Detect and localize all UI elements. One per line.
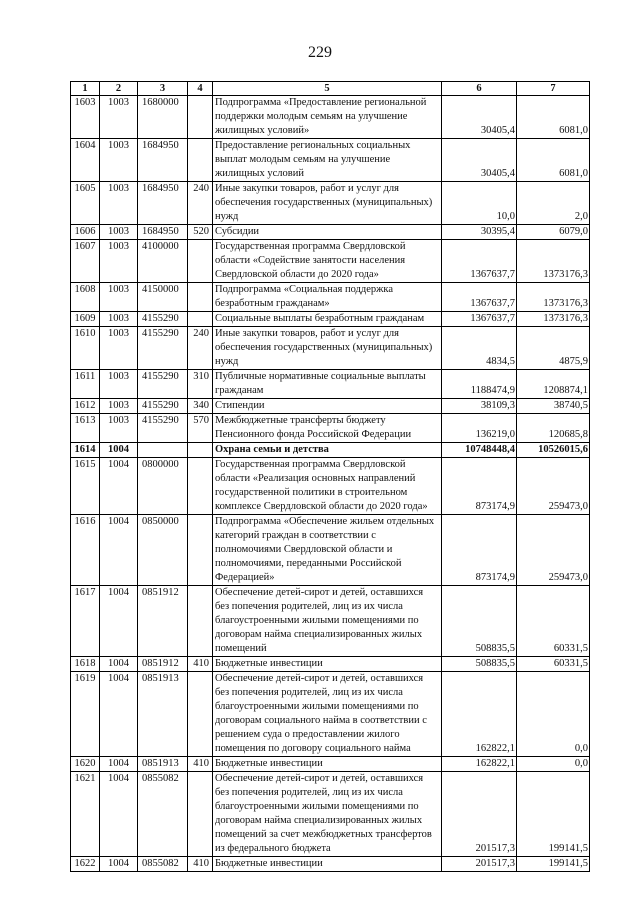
expense-type-code bbox=[188, 96, 213, 139]
amount-col-6: 162822,1 bbox=[442, 757, 517, 772]
row-name: Иные закупки товаров, работ и услуг для обеспечения государственных (муниципальных) нужд bbox=[213, 327, 442, 370]
target-article-code: 1684950 bbox=[138, 225, 188, 240]
row-name: Обеспечение детей-сирот и детей, оставшихся без попечения родителей, лиц из их числа благоустроенными жилыми помещениями по договорам найма специализированных жилых помещений за счет межбюджетных трансфертов из федерального бюджета bbox=[213, 772, 442, 857]
amount-col-6: 873174,9 bbox=[442, 515, 517, 586]
row-number: 1619 bbox=[71, 672, 100, 757]
target-article-code: 0851913 bbox=[138, 672, 188, 757]
amount-col-6: 4834,5 bbox=[442, 327, 517, 370]
table-row bbox=[71, 283, 590, 312]
amount-col-7: 60331,5 bbox=[517, 586, 590, 657]
row-number: 1620 bbox=[71, 757, 100, 772]
target-article-code: 0855082 bbox=[138, 857, 188, 872]
amount-col-6: 1367637,7 bbox=[442, 312, 517, 327]
row-number: 1606 bbox=[71, 225, 100, 240]
expense-type-code: 520 bbox=[188, 225, 213, 240]
target-article-code: 0851912 bbox=[138, 657, 188, 672]
row-name: Подпрограмма «Социальная поддержка безработным гражданам» bbox=[213, 283, 442, 312]
table-row bbox=[71, 757, 590, 772]
section-code: 1003 bbox=[100, 414, 138, 443]
table-row bbox=[71, 657, 590, 672]
row-name: Государственная программа Свердловской области «Содействие занятости населения Свердловской области до 2020 года» bbox=[213, 240, 442, 283]
expense-type-code: 410 bbox=[188, 657, 213, 672]
amount-col-7: 199141,5 bbox=[517, 857, 590, 872]
table-row bbox=[71, 225, 590, 240]
amount-col-6: 30395,4 bbox=[442, 225, 517, 240]
row-name: Подпрограмма «Обеспечение жильем отдельных категорий граждан в соответствии с полномочиями Свердловской области и полномочиями, переданными Российской Федерацией» bbox=[213, 515, 442, 586]
expense-type-code bbox=[188, 515, 213, 586]
row-number: 1604 bbox=[71, 139, 100, 182]
amount-col-6: 873174,9 bbox=[442, 458, 517, 515]
amount-col-7: 1373176,3 bbox=[517, 283, 590, 312]
target-article-code: 1680000 bbox=[138, 96, 188, 139]
header-col-4: 4 bbox=[188, 82, 213, 96]
amount-col-7: 6079,0 bbox=[517, 225, 590, 240]
amount-col-6: 201517,3 bbox=[442, 857, 517, 872]
row-number: 1607 bbox=[71, 240, 100, 283]
section-code: 1003 bbox=[100, 225, 138, 240]
amount-col-6: 1188474,9 bbox=[442, 370, 517, 399]
row-name: Охрана семьи и детства bbox=[213, 443, 442, 458]
amount-col-7: 6081,0 bbox=[517, 96, 590, 139]
row-name: Стипендии bbox=[213, 399, 442, 414]
section-code: 1004 bbox=[100, 772, 138, 857]
section-code: 1004 bbox=[100, 443, 138, 458]
amount-col-7: 120685,8 bbox=[517, 414, 590, 443]
amount-col-7: 1373176,3 bbox=[517, 312, 590, 327]
row-name: Социальные выплаты безработным гражданам bbox=[213, 312, 442, 327]
target-article-code: 0800000 bbox=[138, 458, 188, 515]
row-name: Государственная программа Свердловской области «Реализация основных направлений государственной политики в строительном комплексе Свердловской области до 2020 года» bbox=[213, 458, 442, 515]
expense-type-code: 410 bbox=[188, 757, 213, 772]
target-article-code: 0851912 bbox=[138, 586, 188, 657]
row-number: 1621 bbox=[71, 772, 100, 857]
amount-col-7: 259473,0 bbox=[517, 515, 590, 586]
target-article-code: 4150000 bbox=[138, 283, 188, 312]
amount-col-7: 2,0 bbox=[517, 182, 590, 225]
table-row bbox=[71, 312, 590, 327]
table-row bbox=[71, 857, 590, 872]
amount-col-6: 1367637,7 bbox=[442, 283, 517, 312]
amount-col-6: 10,0 bbox=[442, 182, 517, 225]
amount-col-7: 6081,0 bbox=[517, 139, 590, 182]
row-number: 1614 bbox=[71, 443, 100, 458]
amount-col-7: 1208874,1 bbox=[517, 370, 590, 399]
target-article-code: 4155290 bbox=[138, 327, 188, 370]
section-code: 1004 bbox=[100, 515, 138, 586]
row-number: 1615 bbox=[71, 458, 100, 515]
row-number: 1603 bbox=[71, 96, 100, 139]
header-col-3: 3 bbox=[138, 82, 188, 96]
section-code: 1003 bbox=[100, 399, 138, 414]
row-name: Бюджетные инвестиции bbox=[213, 757, 442, 772]
row-number: 1618 bbox=[71, 657, 100, 672]
row-number: 1622 bbox=[71, 857, 100, 872]
expense-type-code bbox=[188, 772, 213, 857]
target-article-code: 0851913 bbox=[138, 757, 188, 772]
row-name: Иные закупки товаров, работ и услуг для обеспечения государственных (муниципальных) нужд bbox=[213, 182, 442, 225]
target-article-code: 4155290 bbox=[138, 414, 188, 443]
row-number: 1613 bbox=[71, 414, 100, 443]
expense-type-code bbox=[188, 139, 213, 182]
section-code: 1003 bbox=[100, 327, 138, 370]
expense-type-code: 240 bbox=[188, 327, 213, 370]
amount-col-7: 199141,5 bbox=[517, 772, 590, 857]
row-number: 1617 bbox=[71, 586, 100, 657]
row-name: Обеспечение детей-сирот и детей, оставшихся без попечения родителей, лиц из их числа благоустроенными жилыми помещениями по договорам найма специализированных жилых помещений bbox=[213, 586, 442, 657]
table-row bbox=[71, 515, 590, 586]
amount-col-6: 38109,3 bbox=[442, 399, 517, 414]
section-code: 1004 bbox=[100, 458, 138, 515]
section-code: 1003 bbox=[100, 312, 138, 327]
table-row bbox=[71, 327, 590, 370]
amount-col-7: 1373176,3 bbox=[517, 240, 590, 283]
target-article-code bbox=[138, 443, 188, 458]
expense-type-code: 410 bbox=[188, 857, 213, 872]
table-row bbox=[71, 458, 590, 515]
section-code: 1003 bbox=[100, 240, 138, 283]
amount-col-7: 0,0 bbox=[517, 672, 590, 757]
row-number: 1608 bbox=[71, 283, 100, 312]
table-row bbox=[71, 414, 590, 443]
header-col-2: 2 bbox=[100, 82, 138, 96]
amount-col-6: 10748448,4 bbox=[442, 443, 517, 458]
target-article-code: 4155290 bbox=[138, 370, 188, 399]
section-code: 1003 bbox=[100, 139, 138, 182]
target-article-code: 4155290 bbox=[138, 312, 188, 327]
expense-type-code: 340 bbox=[188, 399, 213, 414]
row-number: 1609 bbox=[71, 312, 100, 327]
amount-col-7: 0,0 bbox=[517, 757, 590, 772]
header-col-6: 6 bbox=[442, 82, 517, 96]
section-code: 1003 bbox=[100, 370, 138, 399]
section-code: 1004 bbox=[100, 757, 138, 772]
target-article-code: 1684950 bbox=[138, 182, 188, 225]
expense-type-code: 570 bbox=[188, 414, 213, 443]
row-name: Субсидии bbox=[213, 225, 442, 240]
amount-col-7: 10526015,6 bbox=[517, 443, 590, 458]
target-article-code: 1684950 bbox=[138, 139, 188, 182]
section-code: 1003 bbox=[100, 283, 138, 312]
expense-type-code bbox=[188, 312, 213, 327]
row-number: 1611 bbox=[71, 370, 100, 399]
expense-type-code: 240 bbox=[188, 182, 213, 225]
table-row bbox=[71, 182, 590, 225]
target-article-code: 4155290 bbox=[138, 399, 188, 414]
amount-col-6: 508835,5 bbox=[442, 657, 517, 672]
table-header-row bbox=[71, 82, 590, 96]
row-name: Бюджетные инвестиции bbox=[213, 857, 442, 872]
row-name: Подпрограмма «Предоставление региональной поддержки молодым семьям на улучшение жилищных условий» bbox=[213, 96, 442, 139]
section-code: 1004 bbox=[100, 657, 138, 672]
expense-type-code: 310 bbox=[188, 370, 213, 399]
expense-type-code bbox=[188, 458, 213, 515]
amount-col-6: 30405,4 bbox=[442, 139, 517, 182]
section-code: 1003 bbox=[100, 96, 138, 139]
table-row bbox=[71, 399, 590, 414]
row-number: 1610 bbox=[71, 327, 100, 370]
page-number: 229 bbox=[308, 44, 332, 61]
target-article-code: 0850000 bbox=[138, 515, 188, 586]
amount-col-6: 30405,4 bbox=[442, 96, 517, 139]
amount-col-7: 60331,5 bbox=[517, 657, 590, 672]
expense-type-code bbox=[188, 586, 213, 657]
table-row bbox=[71, 96, 590, 139]
amount-col-6: 201517,3 bbox=[442, 772, 517, 857]
row-number: 1616 bbox=[71, 515, 100, 586]
table-row bbox=[71, 139, 590, 182]
table-row bbox=[71, 240, 590, 283]
table-row bbox=[71, 772, 590, 857]
table-row bbox=[71, 672, 590, 757]
amount-col-6: 508835,5 bbox=[442, 586, 517, 657]
header-col-1: 1 bbox=[71, 82, 100, 96]
budget-table bbox=[70, 81, 590, 872]
row-number: 1605 bbox=[71, 182, 100, 225]
header-col-7: 7 bbox=[517, 82, 590, 96]
expense-type-code bbox=[188, 443, 213, 458]
expense-type-code bbox=[188, 672, 213, 757]
section-code: 1004 bbox=[100, 586, 138, 657]
table-row bbox=[71, 586, 590, 657]
amount-col-7: 4875,9 bbox=[517, 327, 590, 370]
row-name: Предоставление региональных социальных выплат молодым семьям на улучшение жилищных условий bbox=[213, 139, 442, 182]
section-code: 1004 bbox=[100, 672, 138, 757]
amount-col-6: 1367637,7 bbox=[442, 240, 517, 283]
expense-type-code bbox=[188, 283, 213, 312]
expense-type-code bbox=[188, 240, 213, 283]
row-name: Публичные нормативные социальные выплаты гражданам bbox=[213, 370, 442, 399]
header-col-5: 5 bbox=[213, 82, 442, 96]
row-number: 1612 bbox=[71, 399, 100, 414]
amount-col-7: 259473,0 bbox=[517, 458, 590, 515]
table-row bbox=[71, 370, 590, 399]
target-article-code: 0855082 bbox=[138, 772, 188, 857]
amount-col-6: 136219,0 bbox=[442, 414, 517, 443]
target-article-code: 4100000 bbox=[138, 240, 188, 283]
amount-col-6: 162822,1 bbox=[442, 672, 517, 757]
row-name: Обеспечение детей-сирот и детей, оставшихся без попечения родителей, лиц из их числа благоустроенными жилыми помещениями по договорам социального найма в соответствии с решением суда о предоставлении жилого помещения по договору социального найма bbox=[213, 672, 442, 757]
row-name: Бюджетные инвестиции bbox=[213, 657, 442, 672]
table-row bbox=[71, 443, 590, 458]
amount-col-7: 38740,5 bbox=[517, 399, 590, 414]
row-name: Межбюджетные трансферты бюджету Пенсионного фонда Российской Федерации bbox=[213, 414, 442, 443]
section-code: 1004 bbox=[100, 857, 138, 872]
section-code: 1003 bbox=[100, 182, 138, 225]
